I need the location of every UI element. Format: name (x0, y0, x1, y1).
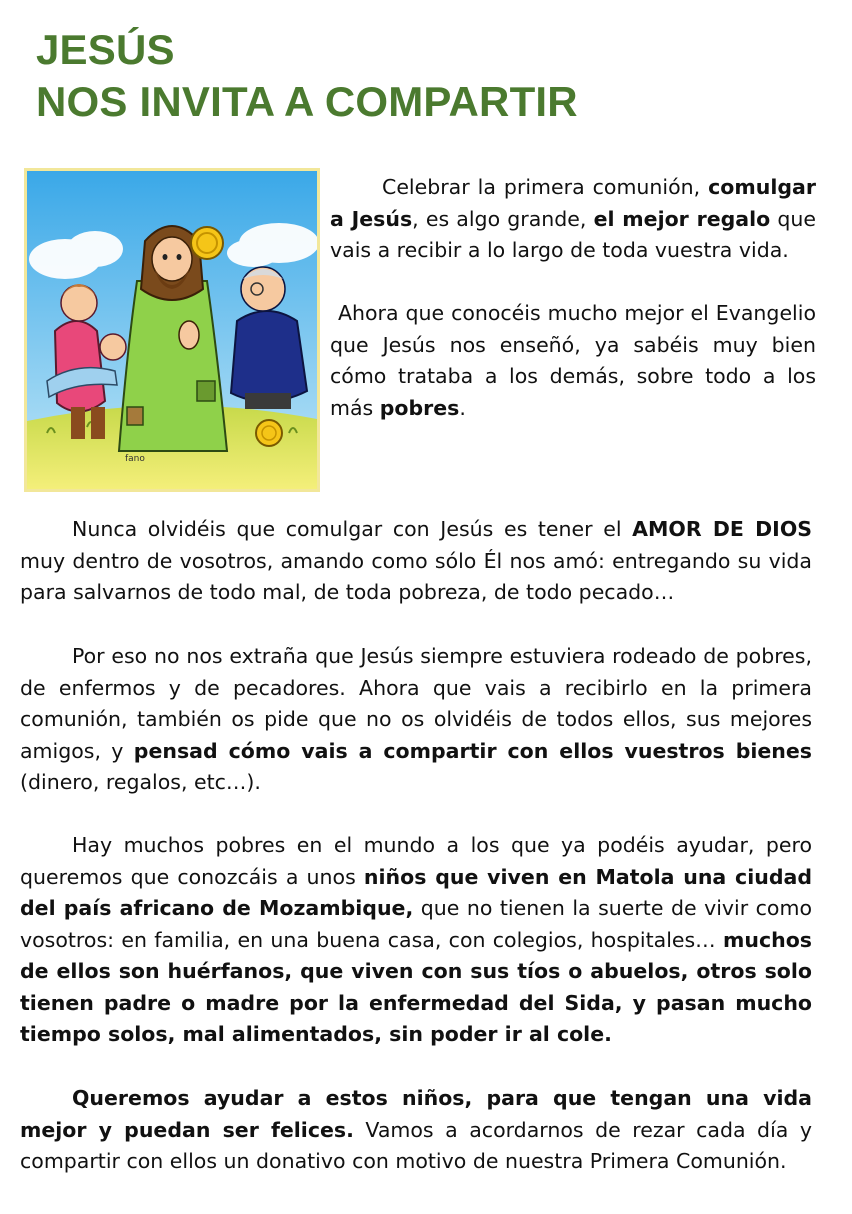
body-paragraph-2 (20, 641, 812, 799)
text-run: , es algo grande, (412, 206, 594, 231)
bold-text-run: pensad cómo vais a compartir con ellos vuestros bienes (133, 738, 812, 763)
coin-icon (191, 227, 223, 259)
bold-text-run: el mejor regalo (593, 206, 771, 231)
title-line-2: NOS INVITA A COMPARTIR (36, 78, 578, 125)
bold-text-run: pobres (379, 395, 460, 420)
text-run: que no tienen la suerte de vivir como vosotros: en familia, en una buena casa, con colegios, hospitales… (20, 896, 812, 952)
text-run: Nunca olvidéis que comulgar con Jesús es tener el (72, 517, 633, 541)
text-run: Por eso no nos extraña que Jesús siempre estuviera rodeado de pobres, de enfermos y de pecadores. Ahora que vais a recibirlo en la primera comunión, también os pide que no os olvidéis de todos ellos, sus mejores amigos, y (20, 644, 812, 763)
intro-paragraph-2 (330, 298, 816, 424)
text-run: Celebrar la primera comunión, (382, 175, 709, 199)
text-run: muy dentro de vosotros, amando como sólo Él nos amó: entregando su vida para salvarnos de todo mal, de toda pobreza, de todo pecado… (20, 548, 812, 604)
body-paragraph-4 (20, 1083, 812, 1178)
illustration-drawing (27, 171, 317, 489)
text-run: que vais a recibir a lo largo de toda vuestra vida. (330, 206, 817, 262)
text-run: Hay muchos pobres en el mundo a los que ya podéis ayudar, pero queremos que conozcáis a unos (20, 833, 812, 889)
bold-text-run: Queremos ayudar a estos niños, para que tengan una vida mejor y puedan ser felices. (20, 1086, 812, 1142)
bold-text-run: AMOR DE DIOS (632, 517, 813, 541)
title-line-1: JESÚS (36, 26, 175, 73)
artist-signature: fano (125, 454, 145, 464)
text-run: Ahora que conocéis mucho mejor el Evangelio que Jesús nos enseñó, ya sabéis muy bien cómo trataba a los demás, sobre todo a los más (330, 301, 816, 420)
text-run: (dinero, regalos, etc…). (20, 770, 261, 794)
page-title (36, 24, 578, 128)
bold-text-run: comulgar a Jesús (330, 175, 816, 231)
bold-text-run: niños que viven en Matola una ciudad del país africano de Mozambique, (20, 864, 812, 920)
intro-paragraph-1 (330, 172, 816, 267)
text-run: Vamos a acordarnos de rezar cada día y compartir con ellos un donativo con motivo de nuestra Primera Comunión. (20, 1117, 812, 1173)
text-run: . (459, 395, 466, 420)
illustration-jesus-sharing (24, 168, 320, 492)
coin-icon-small (256, 420, 282, 446)
body-paragraph-1 (20, 514, 812, 609)
bold-text-run: muchos de ellos son huérfanos, que viven con sus tíos o abuelos, otros solo tienen padre o madre por la enfermedad del Sida, y pasan mucho tiempo solos, mal alimentados, sin poder ir al cole. (20, 927, 812, 1046)
body-paragraph-3 (20, 830, 812, 1051)
